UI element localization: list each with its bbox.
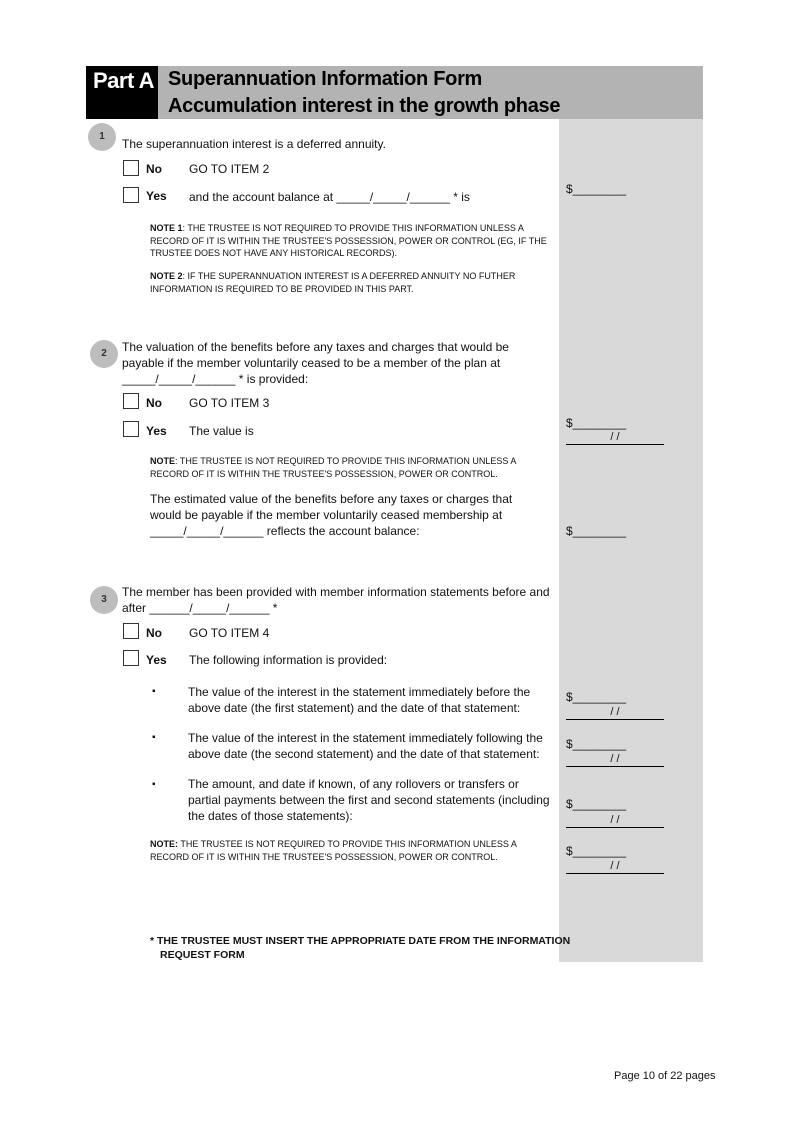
item1-no-text: GO TO ITEM 2: [189, 162, 270, 176]
item1-note2: NOTE 2: IF THE SUPERANNUATION INTEREST IS A DEFERRED ANNUITY NO FUTHER INFORMATION IS REQUIRED TO BE PROVIDED IN THIS PART.: [150, 271, 516, 294]
item3-date-field-2[interactable]: / /: [566, 753, 664, 767]
item1-amount-field[interactable]: $________: [566, 182, 627, 196]
item3-yes-text: The following information is provided:: [189, 653, 388, 667]
item2-estimate-amount-field[interactable]: $________: [566, 524, 627, 538]
item2-no-label: No: [146, 396, 162, 410]
item2-estimate-text: The estimated value of the benefits before any taxes or charges that would be payable if the member voluntarily ceased membership at _____/_____/______ reflects the account balance:: [150, 492, 513, 538]
item-number-3: 3: [90, 586, 118, 614]
item1-yes-label: Yes: [146, 189, 167, 203]
page-number: Page 10 of 22 pages: [614, 1070, 716, 1082]
item3-bullet-2: The value of the interest in the statement immediately following the above date (the second statement) and the date of that statement:: [188, 731, 543, 761]
footnote-line-2: REQUEST FORM: [160, 949, 245, 961]
item3-amount-field-3[interactable]: $________: [566, 797, 627, 811]
item2-note: NOTE: THE TRUSTEE IS NOT REQUIRED TO PROVIDE THIS INFORMATION UNLESS A RECORD OF IT IS WITHIN THE TRUSTEE'S POSSESSION, POWER OR CONTROL.: [150, 456, 516, 479]
item2-date-field[interactable]: / /: [566, 431, 664, 445]
bullet-icon: ▪: [152, 686, 156, 697]
footnote-line-1: * THE TRUSTEE MUST INSERT THE APPROPRIATE DATE FROM THE INFORMATION: [150, 935, 571, 947]
item2-no-text: GO TO ITEM 3: [189, 396, 270, 410]
item-number-1: 1: [88, 123, 116, 151]
item2-yes-label: Yes: [146, 424, 167, 438]
item1-no-checkbox[interactable]: [123, 160, 139, 176]
item3-no-text: GO TO ITEM 4: [189, 626, 270, 640]
item3-note: NOTE: THE TRUSTEE IS NOT REQUIRED TO PROVIDE THIS INFORMATION UNLESS A RECORD OF IT IS WITHIN THE TRUSTEE'S POSSESSION, POWER OR CONTROL.: [150, 839, 517, 862]
item3-amount-field-1[interactable]: $________: [566, 690, 627, 704]
item3-question: The member has been provided with member information statements before and after ______/_____/______ *: [122, 585, 550, 615]
item3-yes-label: Yes: [146, 653, 167, 667]
item3-amount-field-4[interactable]: $________: [566, 844, 627, 858]
item3-bullet-1: The value of the interest in the statement immediately before the above date (the first statement) and the date of that statement:: [188, 685, 531, 715]
item1-yes-text: and the account balance at _____/_____/______ * is: [189, 190, 470, 204]
answer-column: [559, 119, 703, 962]
item3-no-label: No: [146, 626, 162, 640]
item2-question: The valuation of the benefits before any taxes and charges that would be payable if the member voluntarily ceased to be a member of the plan at _____/_____/______ * is provided:: [122, 340, 509, 386]
bullet-icon: ▪: [152, 732, 156, 743]
item2-yes-text: The value is: [189, 424, 254, 438]
item-number-2: 2: [90, 340, 118, 368]
item2-amount-field[interactable]: $________: [566, 416, 627, 430]
form-subtitle: Accumulation interest in the growth phase: [168, 95, 561, 117]
bullet-icon: ▪: [152, 779, 156, 790]
part-badge: Part A: [86, 66, 158, 119]
item3-no-checkbox[interactable]: [123, 623, 139, 639]
item2-yes-checkbox[interactable]: [123, 421, 139, 437]
item3-yes-checkbox[interactable]: [123, 650, 139, 666]
item3-date-field-1[interactable]: / /: [566, 706, 664, 720]
item1-yes-checkbox[interactable]: [123, 187, 139, 203]
item3-date-field-4[interactable]: / /: [566, 860, 664, 874]
item3-date-field-3[interactable]: / /: [566, 814, 664, 828]
item1-no-label: No: [146, 162, 162, 176]
form-title: Superannuation Information Form: [168, 68, 483, 90]
item3-bullet-3: The amount, and date if known, of any rollovers or transfers or partial payments between the first and second statements (including the dates of those statements):: [188, 777, 550, 823]
item3-amount-field-2[interactable]: $________: [566, 737, 627, 751]
item2-no-checkbox[interactable]: [123, 393, 139, 409]
item1-note1: NOTE 1: THE TRUSTEE IS NOT REQUIRED TO PROVIDE THIS INFORMATION UNLESS A RECORD OF IT IS WITHIN THE TRUSTEE'S POSSESSION, POWER OR CONTROL (EG, IF THE TRUSTEE DOES NOT HAVE ANY HISTORICAL RECORDS).: [150, 223, 547, 258]
item1-question: The superannuation interest is a deferred annuity.: [122, 137, 386, 151]
